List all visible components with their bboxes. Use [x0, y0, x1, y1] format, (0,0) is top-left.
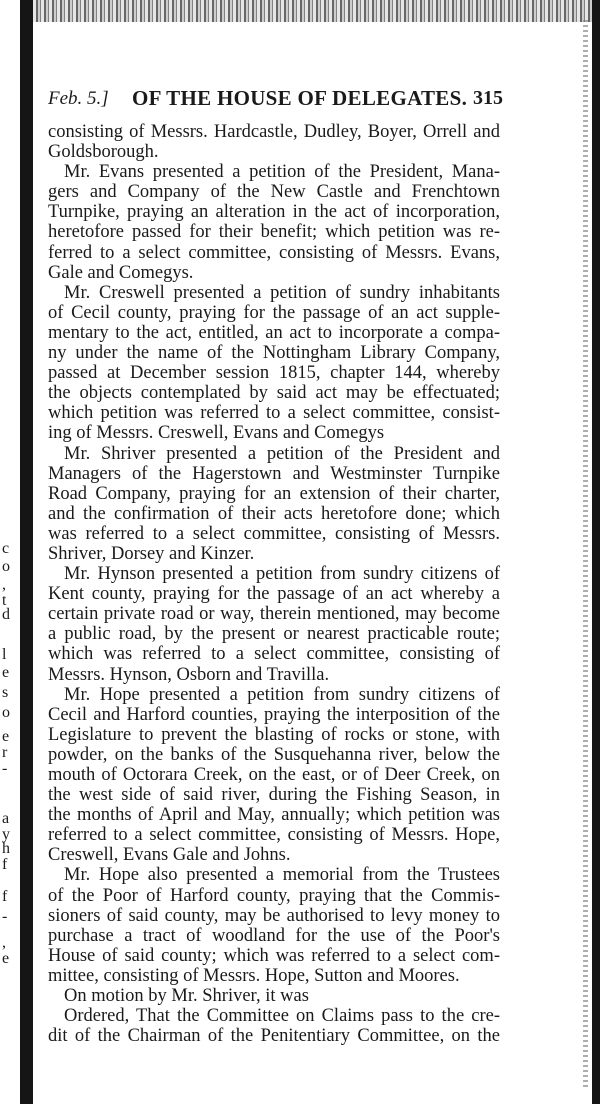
- paragraph: [48, 1006, 500, 1046]
- margin-fragment: -: [2, 760, 8, 777]
- text-line: ing of Messrs. Creswell, Evans and Comegys: [48, 423, 385, 444]
- text-line: Managers of the Hagerstown and Westminster Turnpike: [48, 463, 500, 484]
- margin-fragment: a: [2, 810, 10, 827]
- margin-fragment: ,: [2, 576, 6, 593]
- running-header: [48, 86, 503, 114]
- margin-fragment: h: [2, 840, 10, 857]
- margin-fragment: e: [2, 950, 10, 967]
- text-line: mittee, consisting of Messrs. Hope, Sutton and Moores.: [48, 965, 460, 986]
- text-line: gers and Company of the New Castle and Frenchtown: [48, 182, 500, 203]
- page-body: [48, 122, 500, 1046]
- margin-fragment: ,: [2, 934, 6, 951]
- text-line: House of said county; which was referred to a select com-: [48, 945, 500, 966]
- text-line: On motion by Mr. Shriver, it was: [64, 986, 309, 1007]
- margin-fragment: f: [2, 856, 8, 873]
- text-line: Mr. Shriver presented a petition of the President and: [64, 443, 500, 464]
- text-line: heretofore passed for their benefit; which petition was re-: [48, 222, 500, 243]
- text-line: the months of April and May, annually; which petition was: [48, 805, 500, 826]
- paragraph: [48, 685, 500, 866]
- scan-noise-top: [20, 0, 600, 22]
- margin-fragment: e: [2, 664, 10, 681]
- margin-fragment: y: [2, 826, 10, 843]
- margin-fragment: d: [2, 606, 10, 623]
- margin-fragment: o: [2, 704, 10, 721]
- paragraph: [48, 162, 500, 283]
- text-line: mouth of Octorara Creek, on the east, or of Deer Creek, on: [48, 765, 500, 785]
- header-date: Feb. 5.]: [48, 88, 109, 109]
- margin-fragment: e: [2, 728, 10, 745]
- text-line: Mr. Evans presented a petition of the President, Mana-: [64, 162, 500, 183]
- text-line: the objects contemplated by said act may be effectuated;: [48, 383, 500, 404]
- paragraph: [48, 986, 500, 1006]
- text-line: Goldsborough.: [48, 142, 159, 163]
- text-line: Mr. Hope presented a petition from sundry citizens of: [64, 684, 500, 705]
- margin-fragment: f: [2, 888, 8, 905]
- text-line: Mr. Creswell presented a petition of sundry inhabitants: [64, 282, 500, 303]
- text-line: Turnpike, praying an alteration in the act of incorporation,: [48, 202, 500, 223]
- text-line: Messrs. Hynson, Osborn and Travilla.: [48, 664, 330, 685]
- text-line: certain private road or way, therein mentioned, may become: [48, 604, 500, 625]
- text-line: referred to a select committee, consisting of Messrs. Hope,: [48, 825, 500, 846]
- margin-fragment: o: [2, 558, 10, 575]
- text-line: ny under the name of the Nottingham Library Company,: [48, 343, 500, 364]
- text-line: Shriver, Dorsey and Kinzer.: [48, 543, 255, 564]
- page-edge-noise: [583, 20, 588, 1090]
- text-line: dit of the Chairman of the Penitentiary Committee, on the: [48, 1026, 500, 1047]
- text-line: Kent county, praying for the passage of an act whereby a: [48, 584, 500, 605]
- text-line: which petition was referred to a select committee, consist-: [48, 403, 500, 424]
- text-line: consisting of Messrs. Hardcastle, Dudley, Boyer, Orrell and: [48, 122, 500, 142]
- margin-fragment: l: [2, 646, 7, 663]
- text-line: Mr. Hynson presented a petition from sundry citizens of: [64, 564, 500, 585]
- text-line: ferred to a select committee, consisting of Messrs. Evans,: [48, 242, 500, 263]
- text-line: the west side of said river, during the Fishing Season, in: [48, 785, 500, 806]
- paragraph: [48, 865, 500, 986]
- page-number: 315: [473, 87, 503, 109]
- text-line: was referred to a select committee, consisting of Messrs.: [48, 523, 500, 544]
- text-line: Ordered, That the Committee on Claims pass to the cre-: [64, 1006, 500, 1027]
- text-line: passed at December session 1815, chapter 144, whereby: [48, 363, 500, 384]
- text-line: a public road, by the present or nearest practicable route;: [48, 624, 500, 645]
- text-line: and the confirmation of their acts heretofore done; which: [48, 503, 500, 524]
- margin-fragment: t: [2, 592, 7, 609]
- text-line: Road Company, praying for an extension of their charter,: [48, 483, 500, 504]
- page-gutter-shadow: [20, 0, 33, 1104]
- text-line: purchase a tract of woodland for the use of the Poor's: [48, 925, 500, 946]
- paragraph: [48, 122, 500, 162]
- text-line: Mr. Hope also presented a memorial from the Trustees: [64, 865, 500, 886]
- header-title: OF THE HOUSE OF DELEGATES.: [132, 86, 468, 110]
- margin-fragment: s: [2, 684, 9, 701]
- paragraph: [48, 564, 500, 685]
- margin-fragment: -: [2, 908, 8, 925]
- margin-fragment: c: [2, 540, 10, 557]
- margin-fragment: r: [2, 744, 8, 761]
- text-line: powder, on the banks of the Susquehanna river, below the: [48, 744, 500, 765]
- paragraph: [48, 283, 500, 444]
- text-line: which was referred to a select committee, consisting of: [48, 644, 500, 665]
- text-line: sioners of said county, may be authorised to levy money to: [48, 905, 500, 926]
- text-line: Legislature to prevent the blasting of rocks or stone, with: [48, 724, 500, 745]
- text-line: of the Poor of Harford county, praying that the Commis-: [48, 885, 500, 906]
- paragraph: [48, 444, 500, 565]
- page-edge-shadow: [592, 0, 600, 1104]
- facing-page-fragments: [2, 0, 18, 1104]
- text-line: Creswell, Evans Gale and Johns.: [48, 845, 291, 866]
- text-line: mentary to the act, entitled, an act to incorporate a compa-: [48, 322, 500, 343]
- text-line: of Cecil county, praying for the passage of an act supple-: [48, 302, 500, 323]
- text-line: Cecil and Harford counties, praying the interposition of the: [48, 704, 500, 725]
- text-line: Gale and Comegys.: [48, 262, 194, 283]
